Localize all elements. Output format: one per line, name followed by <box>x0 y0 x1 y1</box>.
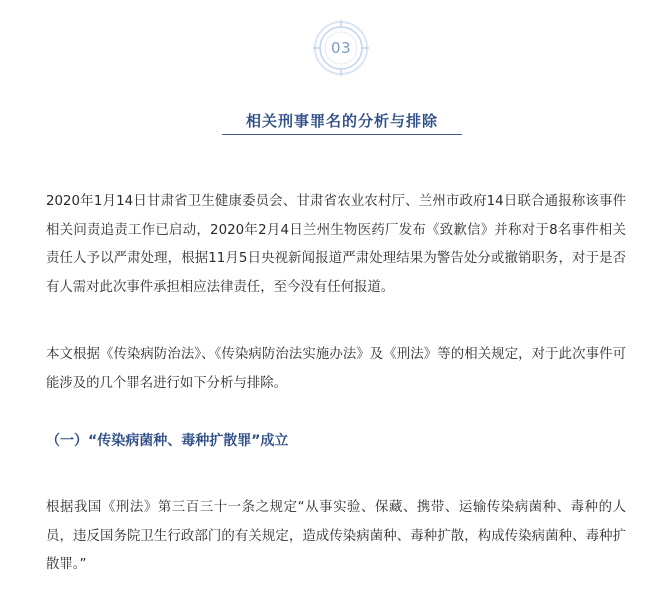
paragraph-accountability: 2020年1月14日甘肃省卫生健康委员会、甘肃省农业农村厅、兰州市政府14日联合通报称该事件相关问责追责工作已启动，2020年2月4日兰州生物医药厂发布《致歉信》并称对于8名事件相关责任人予以严肃处理，根据11月5日央视新闻报道严肃处理结果为警告处分或撤销职务，对于是否有人需对此次事件承担相应法律责任，至今没有任何报道。 <box>46 194 626 295</box>
section-number: 03 <box>330 39 352 57</box>
section-number-badge <box>313 20 369 76</box>
title-underline <box>222 134 462 135</box>
subheading-crime-1: （一）“传染病菌种、毒种扩散罪”成立 <box>46 433 289 449</box>
section-title: 相关刑事罪名的分析与排除 <box>245 112 438 130</box>
paragraph-criminal-law-article: 根据我国《刑法》第三百三十一条之规定“从事实验、保藏、携带、运输传染病菌种、毒种的人员，违反国务院卫生行政部门的有关规定，造成传染病菌种、毒种扩散，构成传染病菌种、毒种扩散罪。” <box>46 500 626 572</box>
paragraph-legal-basis: 本文根据《传染病防治法》、《传染病防治法实施办法》及《刑法》等的相关规定，对于此次事件可能涉及的几个罪名进行如下分析与排除。 <box>46 347 626 391</box>
